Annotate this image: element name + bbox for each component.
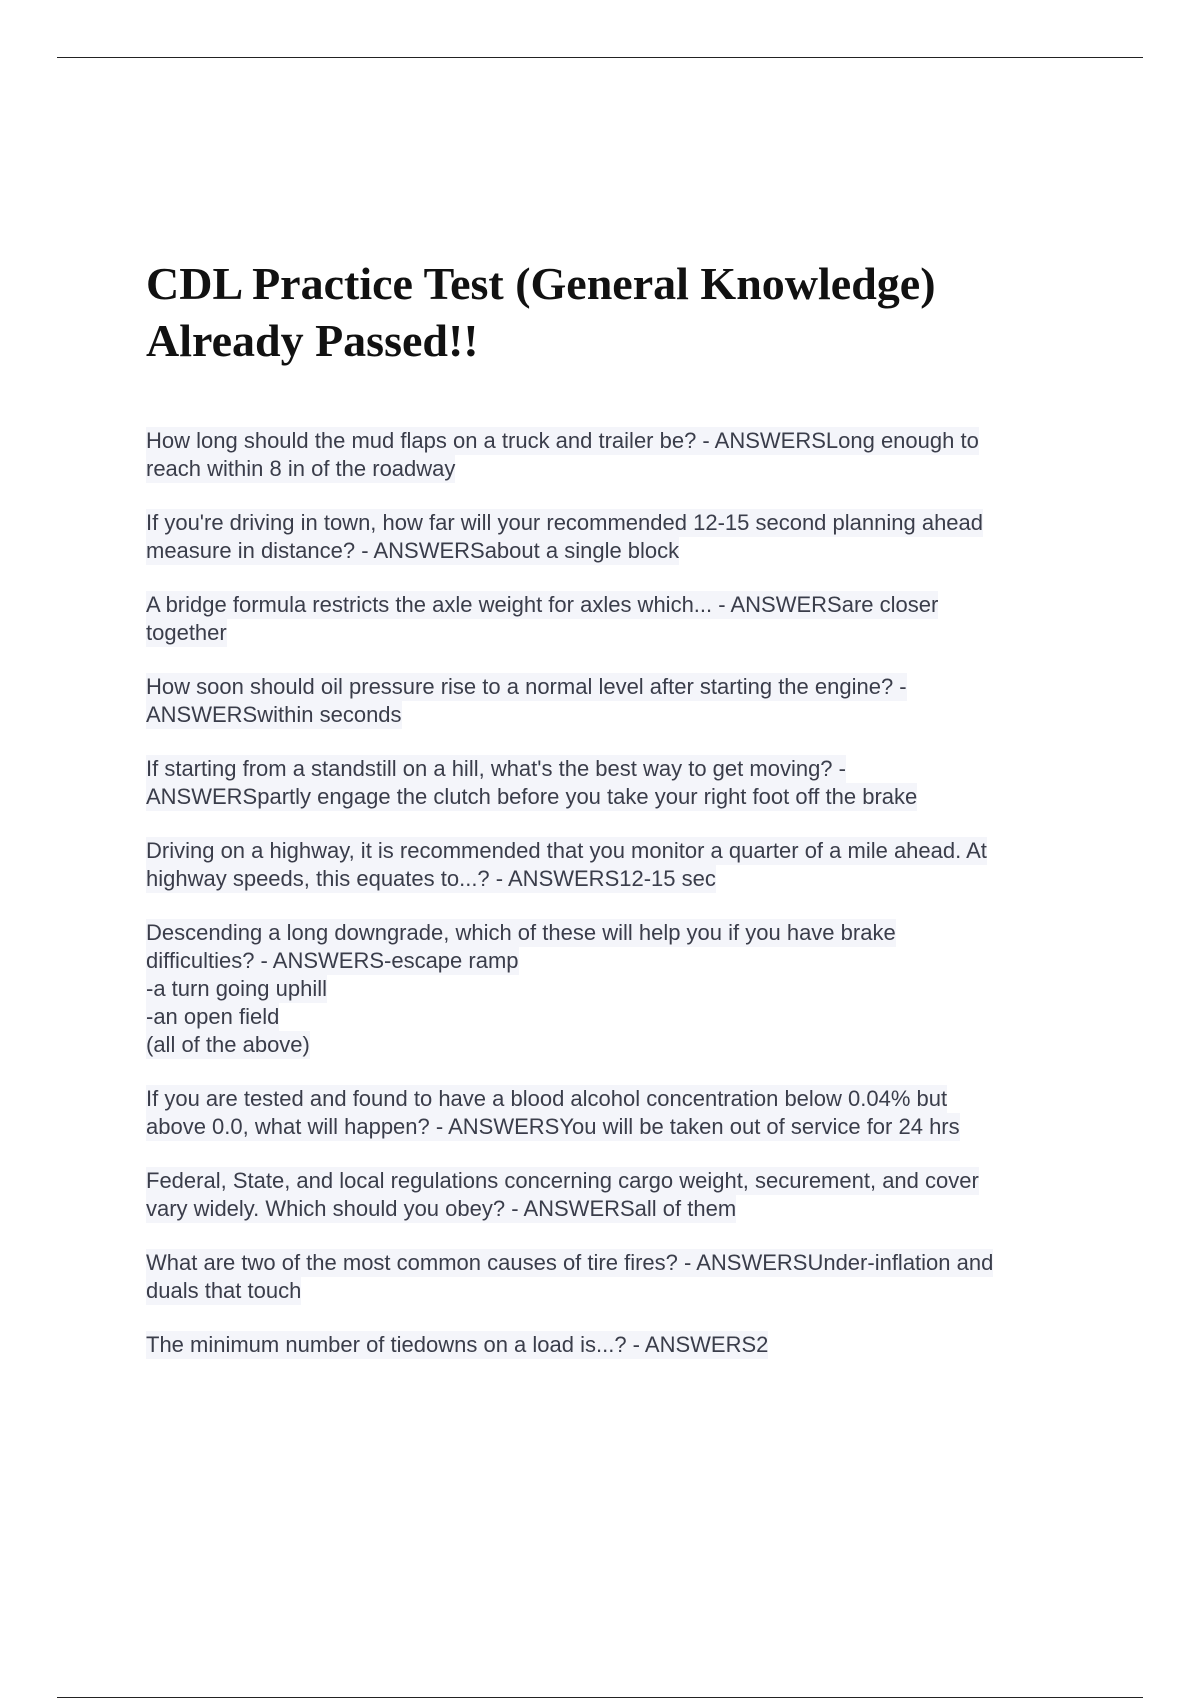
qa-line: (all of the above): [146, 1032, 310, 1057]
qa-line: Descending a long downgrade, which of these will help you if you have brake: [146, 920, 896, 945]
qa-line: ANSWERSpartly engage the clutch before you take your right foot off the brake: [146, 784, 918, 809]
qa-line: What are two of the most common causes of tire fires? - ANSWERSUnder-inflation and: [146, 1250, 994, 1275]
qa-item: [146, 1331, 1086, 1359]
qa-item: [146, 509, 1086, 565]
qa-item: [146, 1167, 1086, 1223]
qa-line: -an open field: [146, 1004, 280, 1029]
title-line-1: CDL Practice Test (General Knowledge): [146, 258, 936, 309]
qa-line: above 0.0, what will happen? - ANSWERSYou will be taken out of service for 24 hrs: [146, 1114, 960, 1139]
qa-line: If starting from a standstill on a hill, what's the best way to get moving? -: [146, 756, 846, 781]
qa-line: A bridge formula restricts the axle weight for axles which... - ANSWERSare closer: [146, 592, 939, 617]
top-divider: [57, 57, 1143, 58]
qa-line: together: [146, 620, 227, 645]
qa-item: [146, 837, 1086, 893]
qa-line: ANSWERSwithin seconds: [146, 702, 402, 727]
qa-line: How soon should oil pressure rise to a normal level after starting the engine? -: [146, 674, 907, 699]
qa-item: [146, 1085, 1086, 1141]
qa-line: duals that touch: [146, 1278, 302, 1303]
qa-item: [146, 919, 1086, 1059]
qa-line: If you are tested and found to have a blood alcohol concentration below 0.04% but: [146, 1086, 948, 1111]
qa-item: [146, 427, 1086, 483]
qa-item: [146, 673, 1086, 729]
qa-line: -a turn going uphill: [146, 976, 328, 1001]
title-line-2: Already Passed!!: [146, 315, 479, 366]
qa-line: measure in distance? - ANSWERSabout a single block: [146, 538, 680, 563]
qa-line: Federal, State, and local regulations concerning cargo weight, securement, and cover: [146, 1168, 979, 1193]
qa-line: vary widely. Which should you obey? - ANSWERSall of them: [146, 1196, 737, 1221]
bottom-divider: [57, 1697, 1143, 1698]
qa-item: [146, 591, 1086, 647]
qa-line: The minimum number of tiedowns on a load is...? - ANSWERS2: [146, 1332, 769, 1357]
qa-item: [146, 755, 1086, 811]
qa-line: reach within 8 in of the roadway: [146, 456, 456, 481]
qa-line: difficulties? - ANSWERS-escape ramp: [146, 948, 519, 973]
qa-line: Driving on a highway, it is recommended that you monitor a quarter of a mile ahead. At: [146, 838, 987, 863]
qa-list: [146, 427, 1086, 1359]
document-body: [146, 255, 1086, 1385]
qa-line: highway speeds, this equates to...? - ANSWERS12-15 sec: [146, 866, 716, 891]
qa-line: How long should the mud flaps on a truck and trailer be? - ANSWERSLong enough to: [146, 428, 979, 453]
qa-item: [146, 1249, 1086, 1305]
qa-line: If you're driving in town, how far will your recommended 12-15 second planning ahead: [146, 510, 984, 535]
document-title: [146, 255, 1086, 369]
